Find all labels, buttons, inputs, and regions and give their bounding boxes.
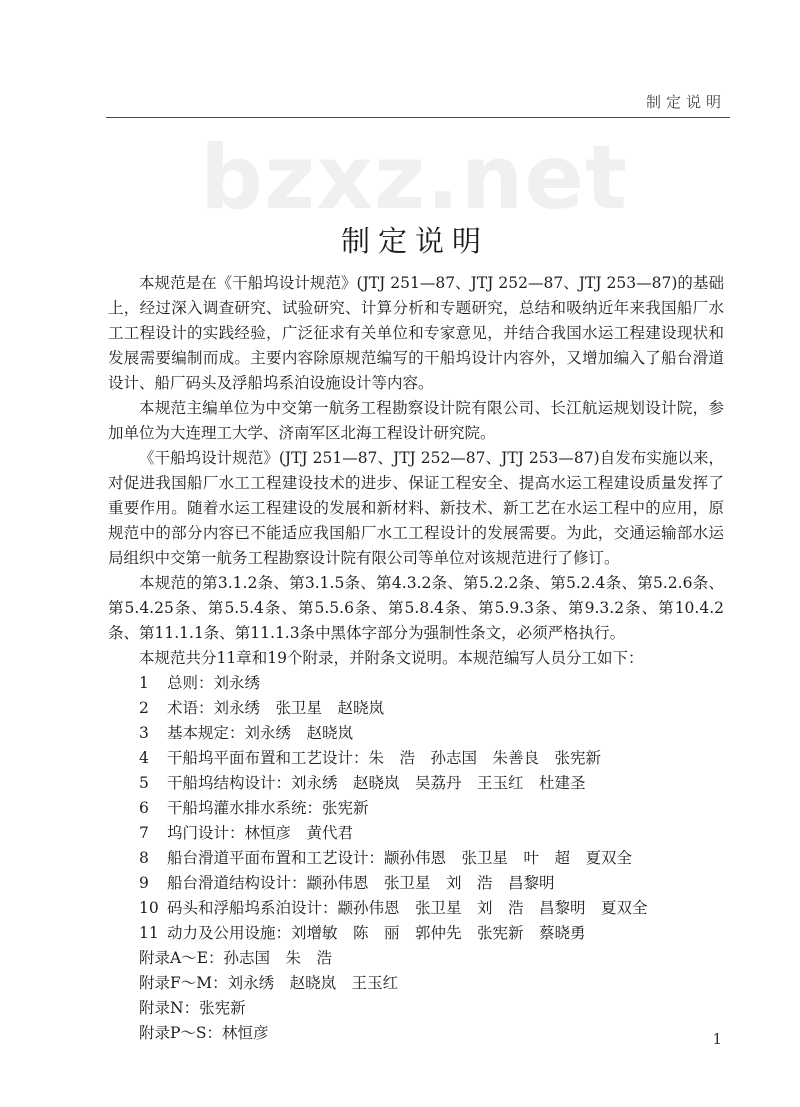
list-item [108,721,724,746]
running-header-title: 制定说明 [645,93,726,111]
list-item [108,771,724,796]
item-text: 坞门设计：林恒彦 黄代君 [167,824,354,842]
item-number: 4 [139,749,149,767]
item-text: 码头和浮船坞系泊设计：颛孙伟恩 张卫星 刘 浩 昌黎明 夏双全 [167,899,648,917]
page-number: 1 [712,1030,722,1048]
assignment-list [108,671,724,1046]
item-text: 基本规定：刘永绣 赵晓岚 [167,724,354,742]
paragraph-5: 本规范共分11章和19个附录，并附条文说明。本规范编写人员分工如下： [139,649,644,667]
item-number: 2 [139,699,149,717]
paragraph-3: 《干船坞设计规范》(JTJ 251—87、JTJ 252—87、JTJ 253—87)自发布实施以来，对促进我国船厂水工工程建设技术的进步、保证工程安全、提高水运工程建设质量发挥了重要作用。随着水运工程建设的发展和新材料、新技术、新工艺在水运工程中的应用，原规范中的部分内容已不能适应我国船厂水工工程设计的发展需要。为此，交通运输部水运局组织中交第一航务工程勘察设计院有限公司等单位对该规范进行了修订。 [108,449,724,567]
item-text: 总则：刘永绣 [167,674,261,692]
appendix-item: 附录P～S：林恒彦 [139,1024,269,1042]
item-text: 船台滑道结构设计：颛孙伟恩 张卫星 刘 浩 昌黎明 [167,874,555,892]
item-number: 6 [139,799,149,817]
list-item [108,746,724,771]
item-number: 3 [139,724,149,742]
body-text [108,271,724,1046]
list-item [108,896,724,921]
item-number: 11 [139,924,159,942]
item-text: 干船坞平面布置和工艺设计：朱 浩 孙志国 朱善良 张宪新 [167,749,602,767]
list-item [108,696,724,721]
list-item [108,846,724,871]
item-number: 10 [139,899,159,917]
item-text: 干船坞灌水排水系统：张宪新 [167,799,369,817]
page-title: 制定说明 [340,224,489,258]
paragraph-4: 本规范的第3.1.2条、第3.1.5条、第4.3.2条、第5.2.2条、第5.2.4条、第5.2.6条、第5.4.25条、第5.5.4条、第5.5.6条、第5.8.4条、第5.9.3条、第9.3.2条、第10.4.2条、第11.1.1条、第11.1.3条中黑体字部分为强制性条文，必须严格执行。 [108,574,724,642]
list-item [108,796,724,821]
paragraph-2: 本规范主编单位为中交第一航务工程勘察设计院有限公司、长江航运规划设计院，参加单位为大连理工大学、济南军区北海工程设计研究院。 [108,399,724,442]
list-item [108,821,724,846]
item-number: 9 [139,874,149,892]
item-number: 8 [139,849,149,867]
header-rule [106,117,730,118]
list-item [108,921,724,946]
item-text: 动力及公用设施：刘增敏 陈 丽 郭仲先 张宪新 蔡晓勇 [167,924,586,942]
list-item [108,871,724,896]
list-item [108,671,724,696]
item-text: 船台滑道平面布置和工艺设计：颛孙伟恩 张卫星 叶 超 夏双全 [167,849,633,867]
appendix-item: 附录F～M：刘永绣 赵晓岚 王玉红 [139,974,399,992]
appendix-item: 附录N：张宪新 [139,999,246,1017]
item-text: 术语：刘永绣 张卫星 赵晓岚 [167,699,385,717]
item-number: 7 [139,824,149,842]
item-number: 1 [139,674,149,692]
paragraph-1: 本规范是在《干船坞设计规范》(JTJ 251—87、JTJ 252—87、JTJ 253—87)的基础上，经过深入调查研究、试验研究、计算分析和专题研究，总结和吸纳近年来我国船厂水工工程设计的实践经验，广泛征求有关单位和专家意见，并结合我国水运工程建设现状和发展需要编制而成。主要内容除原规范编写的干船坞设计内容外，又增加编入了船台滑道设计、船厂码头及浮船坞系泊设施设计等内容。 [108,274,724,392]
item-text: 干船坞结构设计：刘永绣 赵晓岚 吴荔丹 王玉红 杜建圣 [167,774,586,792]
appendix-item: 附录A～E：孙志国 朱 浩 [139,949,333,967]
item-number: 5 [139,774,149,792]
watermark: bzxz.net [200,126,629,229]
